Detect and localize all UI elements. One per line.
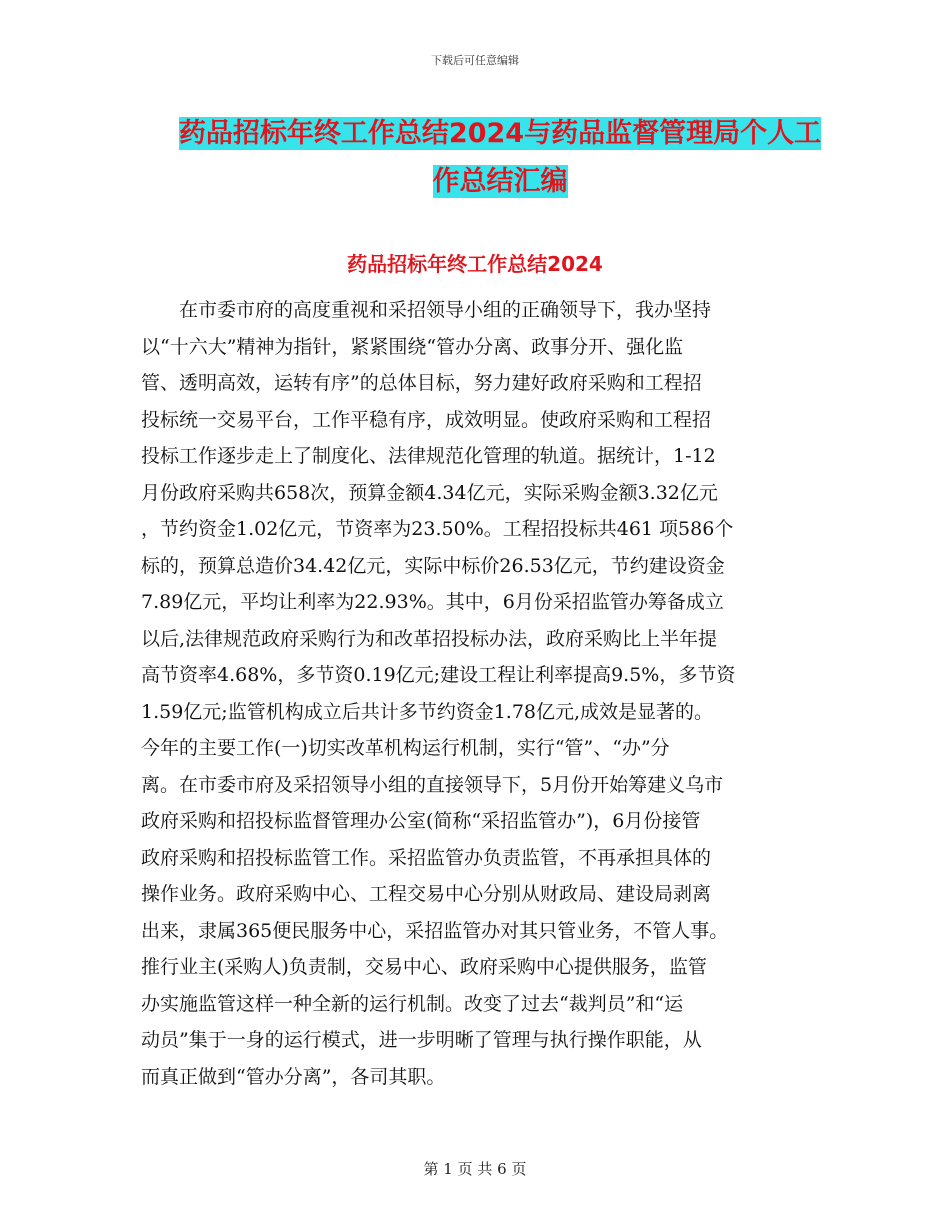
- body-line: ，节约资金1.02亿元，节资率为23.50%。工程招投标共461 项586个: [141, 518, 734, 540]
- body-line: 7.89亿元，平均让利率为22.93%。其中，6月份采招监管办筹备成立: [141, 591, 724, 613]
- body-line: 1.59亿元;监管机构成立后共计多节约资金1.78亿元,成效是显著的。: [141, 700, 714, 723]
- body-line: 在市委市府的高度重视和采招领导小组的正确领导下，我办坚持: [141, 299, 712, 321]
- body-line: 而真正做到“管办分离”，各司其职。: [141, 1065, 446, 1088]
- body-line: 操作业务。政府采购中心、工程交易中心分别从财政局、建设局剥离: [141, 883, 712, 905]
- body-line: 推行业主(采购人)负责制，交易中心、政府采购中心提供服务，监管: [141, 956, 707, 978]
- document-title-line-1: 药品招标年终工作总结2024与药品监督管理局个人工: [178, 118, 822, 149]
- page-number: 第 1 页 共 6 页: [423, 1160, 527, 1178]
- body-line: 今年的主要工作(一)切实改革机构运行机制，实行“管”、“办”分: [141, 737, 670, 759]
- body-line: 月份政府采购共658次，预算金额4.34亿元，实际采购金额3.32亿元: [141, 481, 718, 504]
- body-line: 离。在市委市府及采招领导小组的直接领导下，5月份开始筹建义乌市: [141, 773, 724, 796]
- body-paragraph: [141, 292, 809, 1095]
- body-line: 标的，预算总造价34.42亿元，实际中标价26.53亿元，节约建设资金: [141, 554, 725, 577]
- body-line: 以后,法律规范政府采购行为和改革招投标办法，政府采购比上半年提: [141, 627, 718, 650]
- body-line: 出来，隶属365便民服务中心，采招监管办对其只管业务，不管人事。: [141, 919, 729, 942]
- body-line: 以“十六大”精神为指针，紧紧围绕“管办分离、政事分开、强化监: [141, 335, 684, 358]
- body-line: 办实施监管这样一种全新的运行机制。改变了过去“裁判员”和“运: [141, 992, 684, 1015]
- body-line: 投标工作逐步走上了制度化、法律规范化管理的轨道。据统计，1-12: [141, 445, 716, 467]
- body-line: 投标统一交易平台，工作平稳有序，成效明显。使政府采购和工程招: [141, 408, 712, 431]
- header-note: 下载后可任意编辑: [431, 54, 519, 67]
- body-line: 政府采购和招投标监督管理办公室(简称“采招监管办”)，6月份接管: [141, 810, 701, 832]
- body-line: 管、透明高效，运转有序”的总体目标，努力建好政府采购和工程招: [141, 372, 702, 394]
- body-line: 政府采购和招投标监管工作。采招监管办负责监管，不再承担具体的: [141, 846, 712, 869]
- document-title: [150, 110, 850, 206]
- section-title: 药品招标年终工作总结2024: [347, 252, 603, 276]
- body-line: 动员”集于一身的运行模式，进一步明晰了管理与执行操作职能，从: [141, 1029, 702, 1051]
- body-line: 高节资率4.68%，多节资0.19亿元;建设工程让利率提高9.5%，多节资: [141, 664, 736, 686]
- document-title-line-2: 作总结汇编: [432, 166, 568, 197]
